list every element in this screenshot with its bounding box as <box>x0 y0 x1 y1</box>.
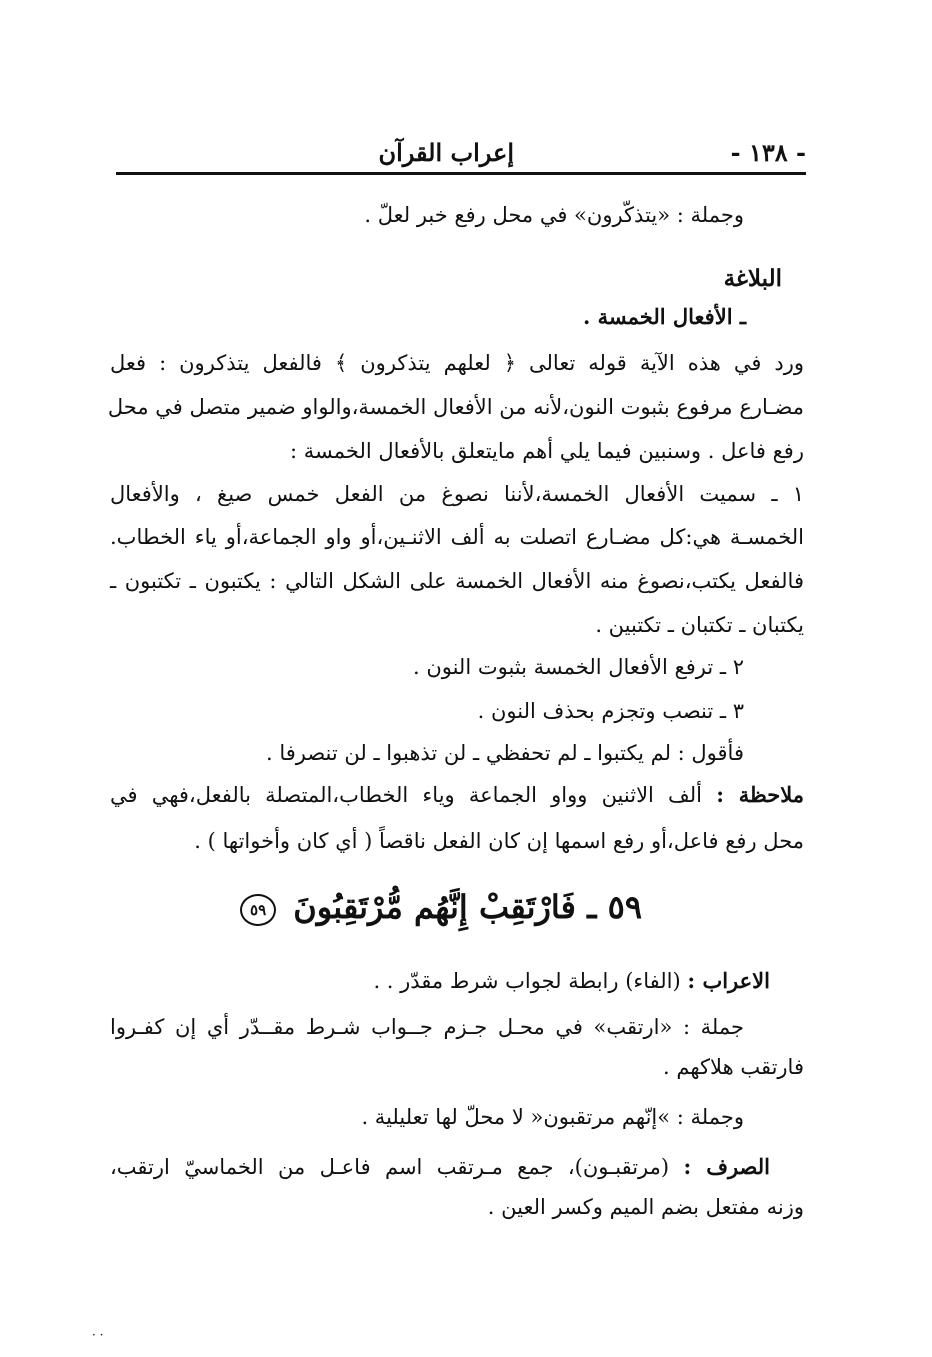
irab-text: (الفاء) رابطة لجواب شرط مقدّر . . <box>373 969 688 993</box>
note-label: ملاحظة : <box>716 782 804 807</box>
body-line: فالفعل يكتب،نصوغ منه الأفعال الخمسة على الشكل التالي : يكتبون ـ تكتبون ـ <box>110 569 804 593</box>
irab-line <box>373 966 770 996</box>
ayah-marker-icon: ٥٩ <box>240 894 276 926</box>
section-heading: البلاغة <box>723 265 782 292</box>
quran-verse <box>240 888 642 926</box>
book-title: إعراب القرآن <box>378 138 514 167</box>
body-line: مضـارع مرفوع بثبوت النون،لأنه من الأفعال الخمسة،والواو ضمير متصل في محل <box>107 395 804 419</box>
page-number: - ١٣٨ - <box>730 138 806 167</box>
body-line: محل رفع فاعل،أو رفع اسمها إن كان الفعل ناقصاً ( أي كان وأخواتها ) . <box>194 829 804 853</box>
body-line: ٣ ـ تنصب وتجزم بحذف النون . <box>477 699 744 723</box>
body-line: رفع فاعل . وسنبين فيما يلي أهم مايتعلق بالأفعال الخمسة : <box>290 439 804 463</box>
scan-speck: · · <box>92 1328 104 1342</box>
body-line: الخمسـة هي:كل مضـارع اتصلت به ألف الاثنـين،أو واو الجماعة،أو ياء الخطاب. <box>110 525 804 549</box>
verse-text: فَارْتَقِبْ إِنَّهُم مُّرْتَقِبُونَ <box>293 888 576 926</box>
sarf-text: (مرتقبـون)، جمع مـرتقب اسم فاعـل من الخماسيّ ارتقب، <box>110 1155 684 1179</box>
body-line: ٢ ـ ترفع الأفعال الخمسة بثبوت النون . <box>412 655 744 679</box>
body-line: جملة : «ارتقب» في محـل جـزم جــواب شـرط مقــدّر أي إن كفـروا <box>110 1015 744 1039</box>
body-line: وجملة : »إنّهم مرتقبون« لا محلّ لها تعليلية . <box>361 1105 744 1129</box>
note-text: ألف الاثنين وواو الجماعة وياء الخطاب،المتصلة بالفعل،فهي في <box>110 783 717 807</box>
header-divider <box>116 172 806 175</box>
body-line: وزنه مفتعل بضم الميم وكسر العين . <box>487 1195 804 1219</box>
note-line <box>110 780 804 810</box>
sarf-line <box>110 1152 770 1182</box>
body-line: يكتبان ـ تكتبان ـ تكتبين . <box>595 613 804 637</box>
page-header <box>116 138 806 172</box>
subsection-heading: ـ الأفعال الخمسة . <box>583 304 746 329</box>
sarf-label: الصرف : <box>683 1154 770 1179</box>
body-line: فأقول : لم يكتبوا ـ لم تحفظي ـ لن تذهبوا ـ لن تنصرفا . <box>265 741 744 765</box>
body-line: فارتقب هلاكهم . <box>663 1055 804 1079</box>
body-line: ١ ـ سميت الأفعال الخمسة،لأننا نصوغ من الفعل خمس صيغ ، والأفعال <box>110 482 804 506</box>
irab-label: الاعراب : <box>687 968 770 993</box>
verse-number: ٥٩ ـ <box>587 888 642 926</box>
body-line: وجملة : «يتذكّرون» في محل رفع خبر لعلّ . <box>364 203 744 227</box>
body-line: ورد في هذه الآية قوله تعالى ﴿ لعلهم يتذكرون ﴾ فالفعل يتذكرون : فعل <box>110 351 804 375</box>
